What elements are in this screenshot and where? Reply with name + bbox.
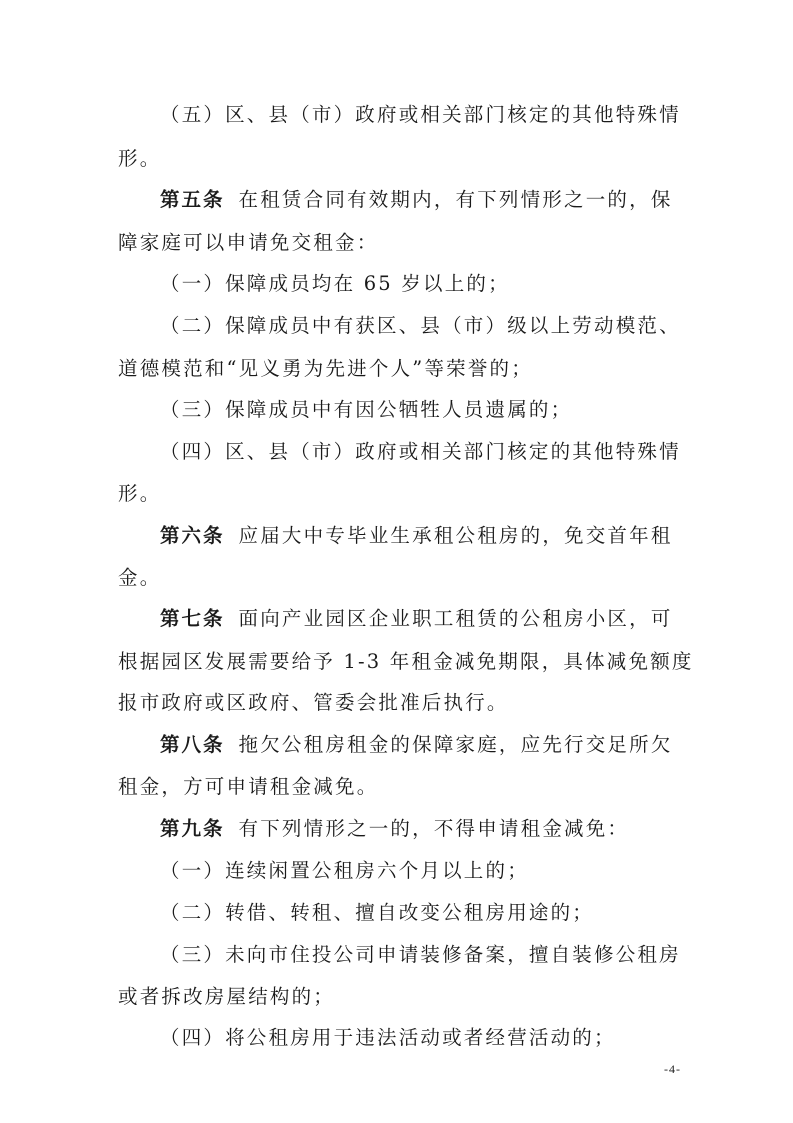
paragraph-line: 道德模范和“见义勇为先进个人”等荣誉的；	[118, 357, 533, 380]
article-heading: 第九条	[160, 817, 225, 840]
paragraph-line: 报市政府或区政府、管委会批准后执行。	[118, 691, 509, 714]
list-item: （四）将公租房用于违法活动或者经营活动的；	[160, 1026, 616, 1049]
article-heading: 第八条	[160, 733, 225, 756]
list-item: （三）保障成员中有因公牺牲人员遗属的；	[160, 398, 573, 421]
article-7-line	[160, 605, 753, 633]
list-item: （一）保障成员均在 65 岁以上的；	[160, 272, 510, 295]
list-item: （一）连续闲置公租房六个月以上的；	[160, 859, 529, 882]
article-8-line	[160, 731, 753, 759]
paragraph-text: 有下列情形之一的，不得申请租金减免：	[238, 817, 630, 840]
paragraph-line: （五）区、县（市）政府或相关部门核定的其他特殊情	[160, 103, 681, 126]
paragraph-line: 租金，方可申请租金减免。	[118, 775, 379, 798]
paragraph-line: 形。	[118, 482, 162, 505]
paragraph-line: 形。	[118, 147, 162, 170]
list-item: （二）保障成员中有获区、县（市）级以上劳动模范、	[160, 314, 681, 337]
list-item: （三）未向市住投公司申请装修备案，擅自装修公租房	[160, 943, 681, 966]
paragraph-line: 或者拆改房屋结构的；	[118, 985, 336, 1008]
paragraph-line: 金。	[118, 566, 162, 589]
article-heading: 第六条	[160, 524, 225, 547]
paragraph-text: 拖欠公租房租金的保障家庭，应先行交足所欠	[238, 733, 673, 756]
paragraph-text: 在租赁合同有效期内，有下列情形之一的，保	[238, 188, 673, 211]
paragraph-text: 应届大中专毕业生承租公租房的，免交首年租	[238, 524, 673, 547]
page-number: -4-	[664, 1062, 681, 1076]
paragraph-text: 面向产业园区企业职工租赁的公租房小区，可	[238, 607, 673, 630]
article-9-line	[160, 815, 753, 843]
list-item: （四）区、县（市）政府或相关部门核定的其他特殊情	[160, 440, 681, 463]
list-item: （二）转借、转租、擅自改变公租房用途的；	[160, 901, 595, 924]
article-heading: 第五条	[160, 188, 225, 211]
article-heading: 第七条	[160, 607, 225, 630]
article-6-line	[160, 522, 753, 550]
paragraph-line: 根据园区发展需要给予 1-3 年租金减免期限，具体减免额度	[118, 650, 694, 673]
paragraph-line: 障家庭可以申请免交租金：	[118, 231, 379, 254]
article-5-line	[160, 186, 753, 214]
